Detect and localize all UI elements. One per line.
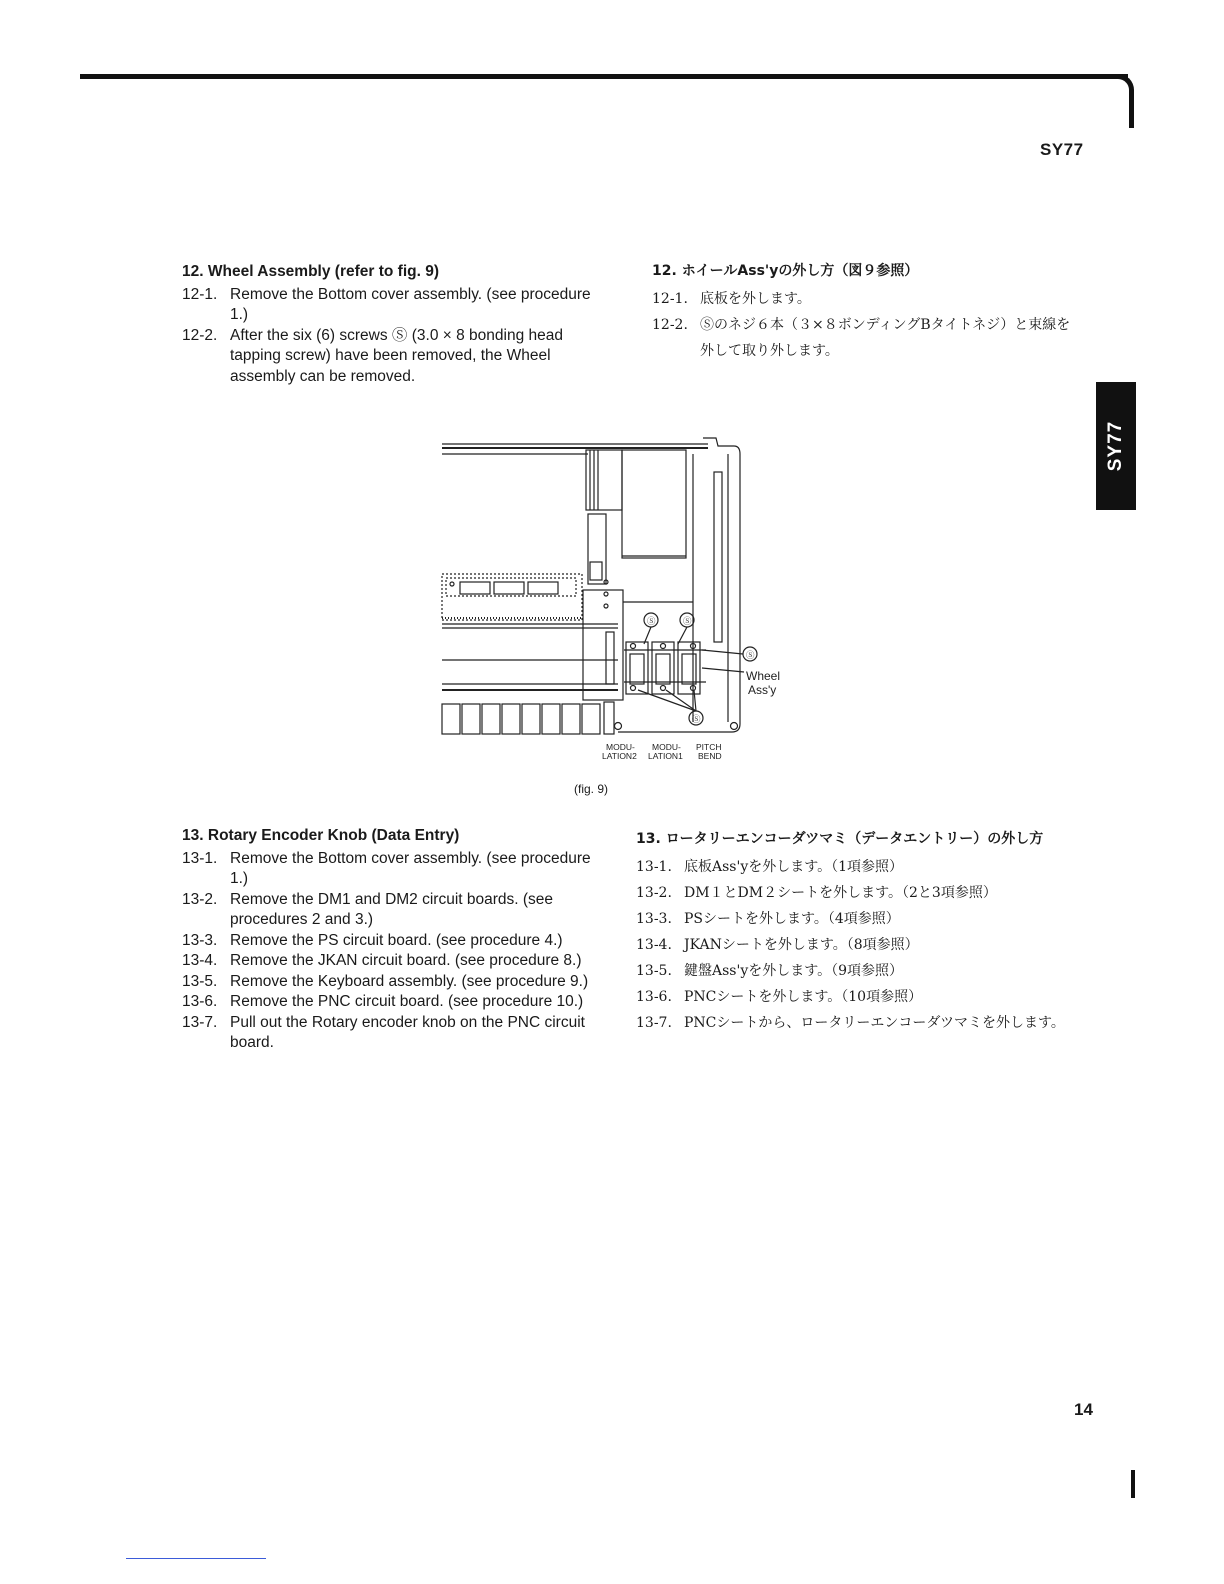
modulation2-label-a: MODU- — [606, 742, 635, 752]
step-number: 13-6. — [182, 993, 218, 1010]
step-text: Remove the Keyboard assembly. (see procedure 9.) — [230, 972, 589, 990]
heading-text: Wheel Assembly (refer to fig. 9) — [207, 263, 439, 280]
screw-callout-label: Ⓢ — [683, 616, 692, 626]
section-heading — [636, 826, 1098, 852]
section-heading — [182, 826, 596, 847]
modulation1-label-b: LATION1 — [648, 751, 683, 761]
step-text: Remove the Bottom cover assembly. (see procedure 1.) — [230, 285, 591, 323]
figure-caption: (fig. 9) — [574, 782, 609, 796]
section-13-english — [182, 826, 596, 1054]
step — [182, 951, 596, 972]
step-number: 13-2. — [636, 885, 672, 901]
section-13-japanese — [636, 826, 1098, 1036]
step-number: 13-3. — [636, 911, 672, 927]
step-text: JKANシートを外します。（8項参照） — [684, 937, 919, 953]
modulation2-label-b: LATION2 — [602, 751, 637, 761]
step-number: 13-4. — [636, 937, 672, 953]
section-heading — [652, 258, 1072, 284]
top-rule-corner — [1118, 74, 1134, 122]
link-underline — [126, 1558, 266, 1559]
step — [182, 849, 596, 890]
step-number: 12-2. — [652, 317, 688, 333]
step-number: 12-1. — [182, 285, 218, 303]
wheel-label: Wheel — [746, 669, 781, 683]
screw-callout-label: Ⓢ — [746, 650, 755, 660]
step-text: Remove the Bottom cover assembly. (see procedure 1.) — [230, 849, 591, 887]
page-number: 14 — [1074, 1400, 1093, 1419]
step-number: 13-3. — [182, 931, 218, 949]
bottom-edge-mark — [1131, 1470, 1135, 1498]
step-text: PNCシートから、ロータリーエンコーダツマミを外します。 — [684, 1015, 1065, 1031]
pitch-bend-label-b: BEND — [698, 751, 722, 761]
step — [636, 854, 1098, 880]
step-text: 底板を外します。 — [700, 291, 811, 307]
heading-number: 13. — [636, 831, 661, 847]
step-number: 12-1. — [652, 291, 688, 307]
step-number: 13-7. — [636, 1015, 672, 1031]
step-text: PSシートを外します。（4項参照） — [684, 911, 900, 927]
step-text: 底板Ass'yを外します。（1項参照） — [684, 859, 904, 875]
step-text: Remove the DM1 and DM2 circuit boards. (see procedures 2 and 3.) — [230, 890, 554, 928]
top-rule — [80, 74, 1128, 79]
heading-text: ロータリーエンコーダツマミ（データエントリー）の外し方 — [665, 831, 1044, 847]
heading-number: 12. — [652, 263, 677, 279]
step-text: Remove the PS circuit board. (see procedure 4.) — [230, 931, 563, 949]
screw-callout-label: Ⓢ — [647, 616, 656, 626]
wheel-assembly-drawing — [438, 432, 781, 772]
step-text: Remove the JKAN circuit board. (see procedure 8.) — [230, 952, 582, 969]
step-text: 鍵盤Ass'yを外します。（9項参照） — [684, 963, 904, 979]
step — [182, 992, 596, 1013]
step-text: After the six (6) screws Ⓢ (3.0 × 8 bonding head tapping screw) have been removed, the Wheel assembly can be removed. — [230, 326, 563, 385]
step — [636, 880, 1098, 906]
section-12-english — [182, 262, 596, 387]
step-number: 12-2. — [182, 326, 218, 344]
heading-number: 12. — [182, 263, 204, 280]
step-text: Ⓢのネジ６本（３×８ボンディングBタイトネジ）と束線を外して取り外します。 — [700, 317, 1071, 359]
step — [652, 286, 1072, 312]
side-tab — [1096, 382, 1136, 510]
step — [182, 972, 596, 993]
step-number: 13-7. — [182, 1013, 218, 1031]
step — [636, 1010, 1098, 1036]
modulation1-label-a: MODU- — [652, 742, 681, 752]
step-text: PNCシートを外します。（10項参照） — [684, 989, 923, 1005]
heading-text: ホイールAss'yの外し方（図９参照） — [681, 263, 919, 279]
step-number: 13-1. — [636, 859, 672, 875]
screw-callout-label: Ⓢ — [692, 714, 701, 724]
step-text: Remove the PNC circuit board. (see procedure 10.) — [230, 993, 584, 1010]
step — [182, 1013, 596, 1054]
pitch-bend-label-a: PITCH — [696, 742, 722, 752]
step — [182, 931, 596, 952]
step-text: Pull out the Rotary encoder knob on the PNC circuit board. — [230, 1013, 585, 1051]
assy-label: Ass'y — [748, 683, 777, 697]
section-heading — [182, 262, 596, 283]
step — [636, 958, 1098, 984]
side-tab-label: SY77 — [1105, 420, 1127, 472]
step-number: 13-1. — [182, 849, 218, 867]
step-number: 13-6. — [636, 989, 672, 1005]
model-header: SY77 — [1040, 140, 1084, 159]
step — [182, 326, 596, 388]
heading-number: 13. — [182, 827, 204, 844]
step — [636, 906, 1098, 932]
heading-text: Rotary Encoder Knob (Data Entry) — [207, 827, 460, 844]
wheel-assembly-figure — [438, 432, 781, 772]
step — [182, 285, 596, 326]
step-number: 13-5. — [182, 972, 218, 990]
step-number: 13-2. — [182, 890, 218, 908]
step — [636, 984, 1098, 1010]
step-number: 13-5. — [636, 963, 672, 979]
step — [636, 932, 1098, 958]
right-rule — [1129, 116, 1134, 128]
section-12-japanese — [652, 258, 1072, 364]
step-text: DM１とDM２シートを外します。（2と3項参照） — [684, 885, 997, 901]
step — [182, 890, 596, 931]
step — [652, 312, 1072, 364]
step-number: 13-4. — [182, 952, 218, 969]
